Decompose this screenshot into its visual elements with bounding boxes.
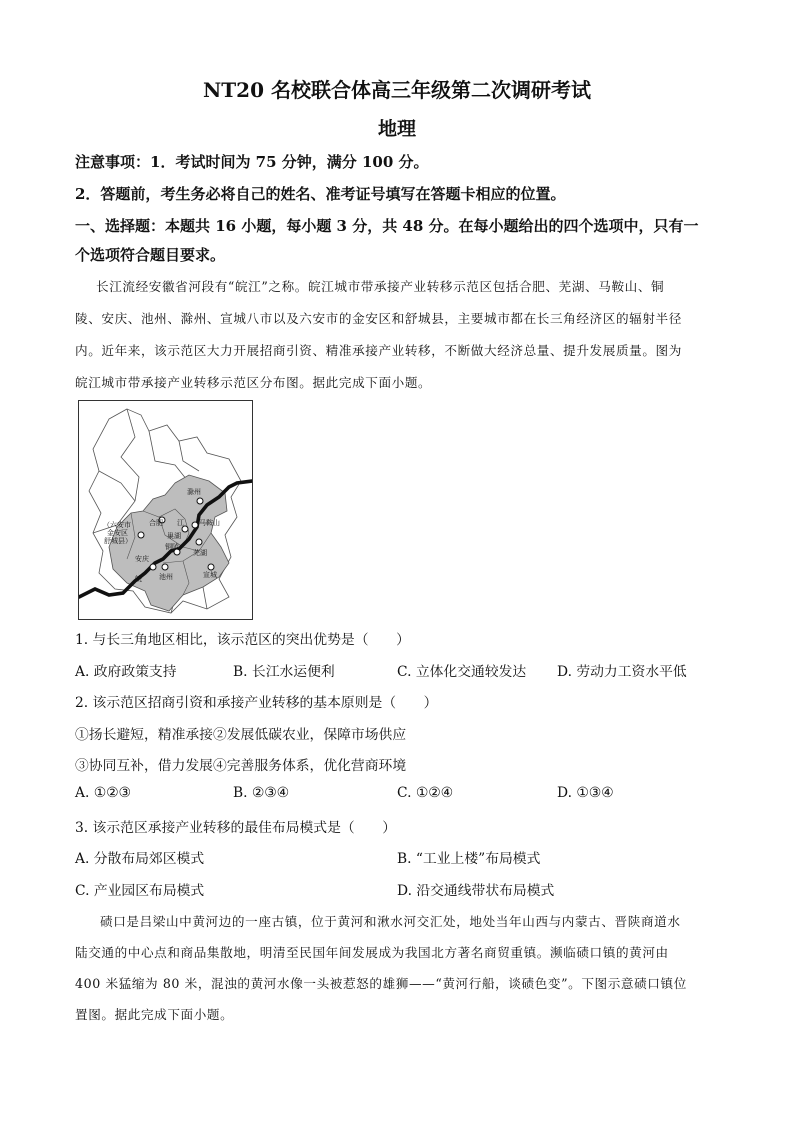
label-maanshan: 马鞍山: [199, 519, 220, 527]
passage1-line-4: 皖江城市带承接产业转移示范区分布图。据此完成下面小题。: [75, 375, 432, 390]
question-2-items-line-2: ③协同互补，借力发展④完善服务体系，优化营商环境: [75, 758, 407, 774]
passage2-line-2: 陆交通的中心点和商品集散地，明清至民国年间发展成为我国北方著名商贸重镇。濒临碛口镇的黄河由: [75, 945, 669, 960]
passage2-line-1: 碛口是吕梁山中黄河边的一座古镇，位于黄河和湫水河交汇处，地处当年山西与内蒙古、晋陕商道水: [100, 914, 681, 929]
label-anqing: 安庆: [135, 555, 149, 563]
label-jinan-district: 金安区: [107, 529, 128, 537]
subject-title: 地理: [377, 118, 416, 140]
label-shucheng-county: 舒城县）: [104, 537, 132, 545]
question-3-stem: 3. 该示范区承接产业转移的最佳布局模式是（ ）: [75, 820, 397, 836]
label-chaohu: 巢湖: [167, 532, 181, 540]
question-3-option-c[interactable]: C. 产业园区布局模式: [75, 883, 205, 899]
question-3-option-a[interactable]: A. 分散布局郊区模式: [75, 851, 205, 867]
label-jiang: 江: [177, 519, 184, 527]
section-heading-line-1: 一、选择题：本题共 16 小题，每小题 3 分，共 48 分。在每小题给出的四个选项中，只有一: [75, 217, 699, 235]
region-map: [78, 400, 253, 620]
question-3-option-d[interactable]: D. 沿交通线带状布局模式: [397, 883, 555, 899]
question-1-option-d[interactable]: D. 劳动力工资水平低: [557, 664, 687, 680]
label-hefei: 合肥: [149, 519, 163, 527]
label-xuancheng: 宣城: [203, 571, 217, 579]
passage1-line-3: 内。近年来，该示范区大力开展招商引资、精准承接产业转移，不断做大经济总量、提升发展质量。图为: [75, 343, 682, 358]
question-1-option-a[interactable]: A. 政府政策支持: [75, 664, 177, 680]
question-1-stem: 1. 与长三角地区相比，该示范区的突出优势是（ ）: [75, 632, 410, 648]
region-map-figure: [79, 401, 252, 619]
label-luan-city: （六安市: [103, 521, 131, 529]
passage1-line-1: 长江流经安徽省河段有“皖江”之称。皖江城市带承接产业转移示范区包括合肥、芜湖、马鞍山、铜: [96, 279, 665, 294]
label-tongling: 铜陵: [165, 543, 179, 551]
question-3-option-b[interactable]: B. “工业上楼”布局模式: [397, 851, 541, 867]
passage1-line-2: 陵、安庆、池州、滁州、宣城八市以及六安市的金安区和舒城县，主要城市都在长三角经济区的辐射半径: [75, 311, 682, 326]
question-2-items-line-1: ①扬长避短，精准承接②发展低碳农业，保障市场供应: [75, 727, 407, 743]
question-1-option-b[interactable]: B. 长江水运便利: [233, 664, 335, 680]
exam-title: NT20 名校联合体高三年级第二次调研考试: [203, 78, 591, 102]
passage2-line-3: 400 米猛缩为 80 米，混浊的黄河水像一头被惹怒的雄狮——“黄河行船，谈碛色变”。下图示意碛口镇位: [75, 976, 687, 991]
question-1-option-c[interactable]: C. 立体化交通较发达: [397, 664, 527, 680]
passage2-line-4: 置图。据此完成下面小题。: [75, 1007, 234, 1022]
question-2-option-a[interactable]: A. ①②③: [75, 785, 131, 801]
section-heading-line-2: 个选项符合题目要求。: [75, 246, 226, 264]
question-2-option-b[interactable]: B. ②③④: [233, 785, 290, 801]
label-wan: 皖: [135, 575, 142, 583]
label-wuhu: 芜湖: [193, 549, 207, 557]
notes-line-2: 2．答题前，考生务必将自己的姓名、准考证号填写在答题卡相应的位置。: [75, 185, 566, 203]
notes-line-1: 注意事项：1．考试时间为 75 分钟，满分 100 分。: [75, 153, 429, 171]
question-2-option-c[interactable]: C. ①②④: [397, 785, 453, 801]
label-chizhou: 池州: [159, 573, 173, 581]
question-2-option-d[interactable]: D. ①③④: [557, 785, 614, 801]
label-chuzhou: 滁州: [187, 488, 201, 496]
question-2-stem: 2. 该示范区招商引资和承接产业转移的基本原则是（ ）: [75, 695, 438, 711]
